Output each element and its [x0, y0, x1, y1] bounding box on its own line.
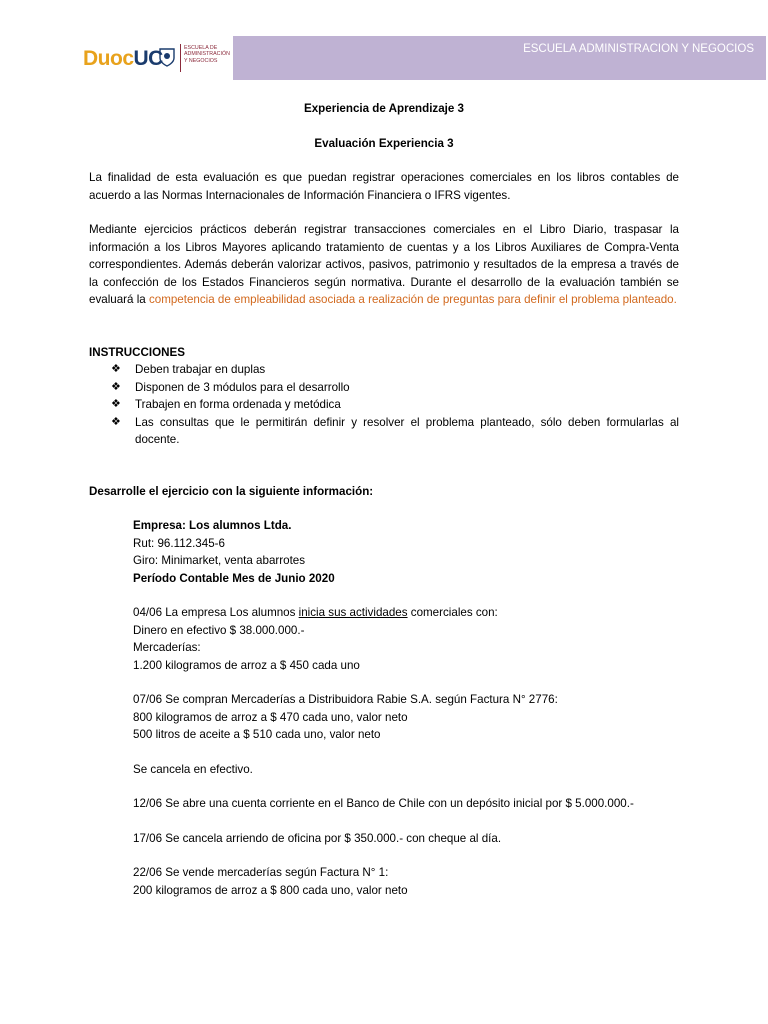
description-paragraph: Mediante ejercicios prácticos deberán registrar transacciones comerciales en el Libro Diario, traspasar la información a los Libros Mayores aplicando tratamiento de cuentas y a los Libros Auxiliares de Compra-Venta correspondientes. Además deberán valorizar activos, pasivos, patrimonio y resultados de la empresa a través de la confección de los Estados Financieros según normativa. Durante el desarrollo de la evaluación también se evaluará la competencia de empleabilidad asociada a realización de preguntas para definir el problema planteado. [89, 223, 679, 306]
competency-highlight: competencia de empleabilidad asociada a realización de preguntas para definir el problema planteado. [148, 293, 677, 306]
logo-divider [180, 44, 181, 72]
duoc-uc-logo [73, 36, 233, 80]
list-item: ❖ Deben trabajar en duplas [111, 361, 679, 379]
university-seal-icon [158, 47, 176, 67]
diamond-bullet-icon: ❖ [111, 415, 121, 428]
diamond-bullet-icon: ❖ [111, 363, 121, 375]
list-item: ❖ Trabajen en forma ordenada y metódica [111, 396, 679, 414]
company-info [89, 517, 679, 587]
accounting-period: Período Contable Mes de Junio 2020 [133, 571, 335, 585]
page-header [73, 36, 766, 80]
instructions-heading: INSTRUCCIONES [89, 345, 185, 359]
school-name: ESCUELA ADMINISTRACION Y NEGOCIOS [523, 43, 754, 55]
company-giro: Giro: Minimarket, venta abarrotes [133, 554, 306, 567]
logo-wordmark: DuocUC [83, 47, 163, 70]
transaction-0706: 07/06 Se compran Mercaderías a Distribuidora Rabie S.A. según Factura N° 2776: 800 kilogramos de arroz a $ 470 cada uno, valor neto 500 litros de aceite a $ 510 cada uno, valor neto [133, 693, 558, 741]
transaction-0406: 04/06 La empresa Los alumnos inicia sus actividades comerciales con: Dinero en efectivo $ 38.000.000.- Mercaderías: 1.200 kilogramos de arroz a $ 450 cada uno [133, 606, 498, 672]
logo-subtitle: ESCUELA DE ADMINISTRACIÓN Y NEGOCIOS [184, 45, 230, 64]
company-rut: Rut: 96.112.345-6 [133, 536, 225, 550]
transaction-1206: 12/06 Se abre una cuenta corriente en el Banco de Chile con un depósito inicial por $ 5.000.000.- [133, 797, 634, 810]
list-item: ❖ Las consultas que le permitirán definir y resolver el problema planteado, sólo deben formularlas al docente. [111, 415, 679, 446]
company-name: Empresa: Los alumnos Ltda. [133, 519, 292, 532]
document-body [89, 100, 679, 899]
exercise-intro: Desarrolle el ejercicio con la siguiente información: [89, 484, 374, 498]
document-title: Experiencia de Aprendizaje 3 [303, 102, 464, 115]
instructions-list [89, 361, 679, 449]
diamond-bullet-icon: ❖ [111, 380, 121, 393]
list-item: ❖ Disponen de 3 módulos para el desarrollo [111, 379, 679, 397]
diamond-bullet-icon: ❖ [111, 398, 121, 410]
underlined-phrase: inicia sus actividades [298, 606, 408, 619]
transaction-2206: 22/06 Se vende mercaderías según Factura N° 1: 200 kilogramos de arroz a $ 800 cada uno, valor neto [133, 866, 408, 897]
payment-note: Se cancela en efectivo. [133, 762, 253, 776]
document-subtitle: Evaluación Experiencia 3 [314, 136, 454, 150]
transaction-1706: 17/06 Se cancela arriendo de oficina por $ 350.000.- con cheque al día. [133, 831, 502, 845]
intro-paragraph: La finalidad de esta evaluación es que puedan registrar operaciones comerciales en los libros contables de acuerdo a las Normas Internacionales de Información Financiera o IFRS vigentes. [89, 171, 679, 202]
